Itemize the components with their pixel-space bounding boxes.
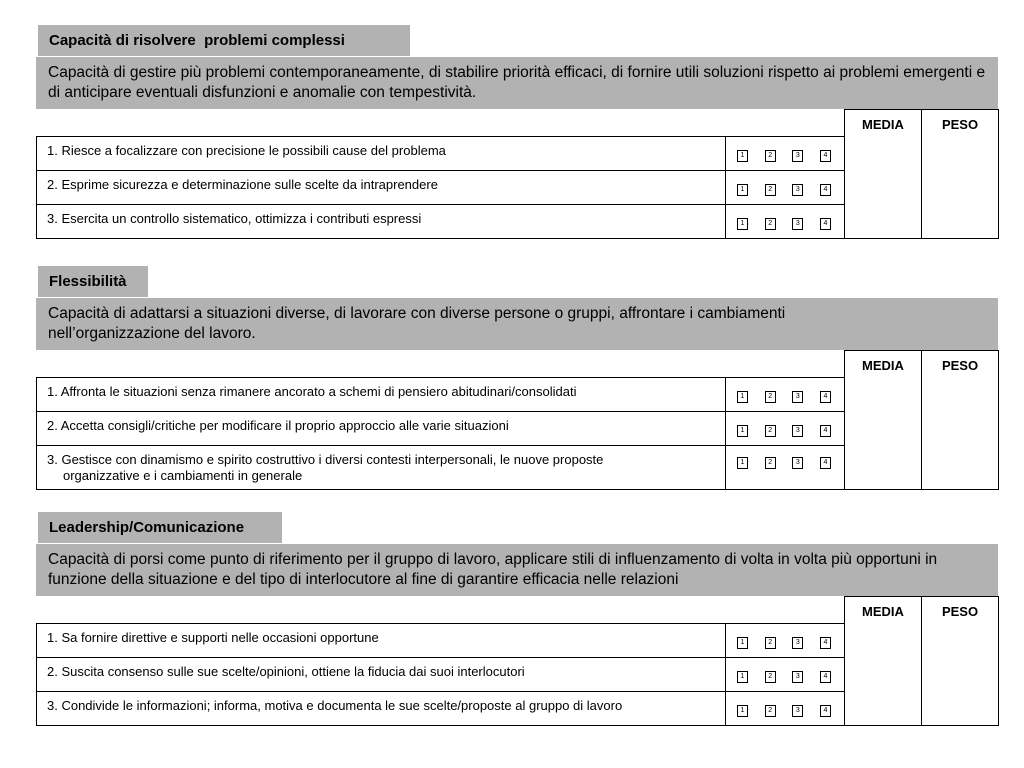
media-header: MEDIA <box>845 110 922 137</box>
rating-option-2[interactable]: 2 <box>765 425 776 437</box>
rating-table <box>36 596 999 726</box>
rating-option-4[interactable]: 4 <box>820 637 831 649</box>
rating-option-3[interactable]: 3 <box>792 705 803 717</box>
rating-table <box>36 350 999 490</box>
rating-option-2[interactable]: 2 <box>765 637 776 649</box>
rating-option-3[interactable]: 3 <box>792 218 803 230</box>
item-text-continuation: organizzative e i cambiamenti in generale <box>63 468 303 483</box>
rating-option-2[interactable]: 2 <box>765 671 776 683</box>
section-title: Capacità di risolvere problemi complessi <box>38 25 410 56</box>
rating-option-4[interactable]: 4 <box>820 150 831 162</box>
rating-scale <box>726 171 845 205</box>
rating-option-3[interactable]: 3 <box>792 391 803 403</box>
rating-option-4[interactable]: 4 <box>820 705 831 717</box>
section-description: Capacità di porsi come punto di riferimento per il gruppo di lavoro, applicare stili di influenzamento di volta in volta più opportuni in funzione della situazione e del tipo di interlocutore al fine di garantire efficacia nelle relazioni <box>36 544 998 596</box>
peso-header: PESO <box>922 597 999 624</box>
item-label: 3. Condivide le informazioni; informa, motiva e documenta le sue scelte/proposte al gruppo di lavoro <box>37 692 726 726</box>
rating-option-2[interactable]: 2 <box>765 184 776 196</box>
item-label: 2. Accetta consigli/critiche per modificare il proprio approccio alle varie situazioni <box>37 412 726 446</box>
rating-option-3[interactable]: 3 <box>792 671 803 683</box>
rating-option-3[interactable]: 3 <box>792 150 803 162</box>
rating-option-1[interactable]: 1 <box>737 391 748 403</box>
rating-option-1[interactable]: 1 <box>737 184 748 196</box>
item-label: 2. Suscita consenso sulle sue scelte/opinioni, ottiene la fiducia dai suoi interlocutori <box>37 658 726 692</box>
rating-table <box>36 109 999 239</box>
media-value-cell[interactable] <box>845 137 922 239</box>
peso-value-cell[interactable] <box>922 378 999 490</box>
item-label: 1. Riesce a focalizzare con precisione le possibili cause del problema <box>37 137 726 171</box>
peso-value-cell[interactable] <box>922 624 999 726</box>
item-text: Gestisce con dinamismo e spirito costruttivo i diversi contesti interpersonali, le nuove proposte <box>61 452 604 467</box>
media-header: MEDIA <box>845 351 922 378</box>
rating-option-3[interactable]: 3 <box>792 184 803 196</box>
item-label: 1. Sa fornire direttive e supporti nelle occasioni opportune <box>37 624 726 658</box>
rating-scale <box>726 692 845 726</box>
section-description: Capacità di gestire più problemi contemporaneamente, di stabilire priorità efficaci, di fornire utili soluzioni rispetto ai problemi emergenti e di anticipare eventuali disfunzioni e anomalie con tempestività. <box>36 57 998 109</box>
rating-option-2[interactable]: 2 <box>765 218 776 230</box>
rating-option-1[interactable]: 1 <box>737 705 748 717</box>
rating-option-1[interactable]: 1 <box>737 218 748 230</box>
rating-option-4[interactable]: 4 <box>820 425 831 437</box>
section-title: Flessibilità <box>38 266 148 297</box>
peso-header: PESO <box>922 351 999 378</box>
rating-option-2[interactable]: 2 <box>765 391 776 403</box>
rating-option-4[interactable]: 4 <box>820 391 831 403</box>
peso-header: PESO <box>922 110 999 137</box>
item-label: 3. Esercita un controllo sistematico, ottimizza i contributi espressi <box>37 205 726 239</box>
rating-option-3[interactable]: 3 <box>792 457 803 469</box>
media-header: MEDIA <box>845 597 922 624</box>
rating-scale <box>726 412 845 446</box>
rating-scale <box>726 446 845 490</box>
rating-option-1[interactable]: 1 <box>737 457 748 469</box>
peso-value-cell[interactable] <box>922 137 999 239</box>
rating-option-3[interactable]: 3 <box>792 425 803 437</box>
media-value-cell[interactable] <box>845 624 922 726</box>
rating-option-4[interactable]: 4 <box>820 671 831 683</box>
rating-scale <box>726 205 845 239</box>
item-label <box>37 446 726 490</box>
item-number: 3. <box>47 452 58 467</box>
rating-option-1[interactable]: 1 <box>737 671 748 683</box>
rating-scale <box>726 624 845 658</box>
rating-scale <box>726 658 845 692</box>
rating-option-4[interactable]: 4 <box>820 218 831 230</box>
item-label: 2. Esprime sicurezza e determinazione sulle scelte da intraprendere <box>37 171 726 205</box>
rating-option-2[interactable]: 2 <box>765 150 776 162</box>
rating-option-4[interactable]: 4 <box>820 457 831 469</box>
media-value-cell[interactable] <box>845 378 922 490</box>
rating-option-4[interactable]: 4 <box>820 184 831 196</box>
rating-option-3[interactable]: 3 <box>792 637 803 649</box>
rating-option-1[interactable]: 1 <box>737 150 748 162</box>
rating-scale <box>726 378 845 412</box>
rating-option-1[interactable]: 1 <box>737 425 748 437</box>
rating-scale <box>726 137 845 171</box>
section-description: Capacità di adattarsi a situazioni diverse, di lavorare con diverse persone o gruppi, affrontare i cambiamenti nell’organizzazione del lavoro. <box>36 298 998 350</box>
rating-option-1[interactable]: 1 <box>737 637 748 649</box>
rating-option-2[interactable]: 2 <box>765 457 776 469</box>
rating-option-2[interactable]: 2 <box>765 705 776 717</box>
item-label: 1. Affronta le situazioni senza rimanere ancorato a schemi di pensiero abitudinari/consolidati <box>37 378 726 412</box>
section-title: Leadership/Comunicazione <box>38 512 282 543</box>
